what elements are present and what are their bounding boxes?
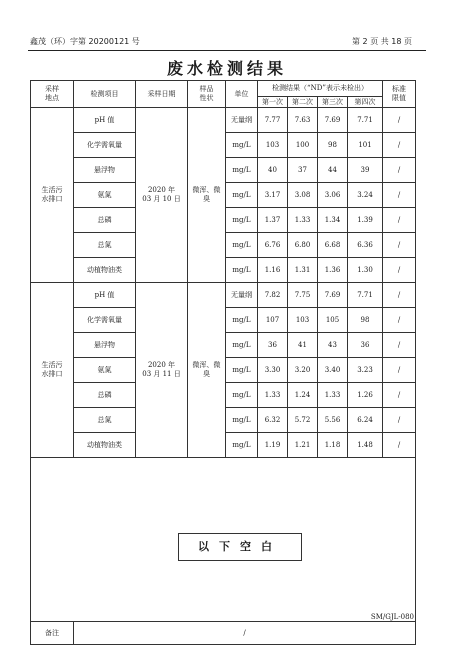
test-item: 总磷: [74, 208, 136, 233]
unit: mg/L: [226, 383, 258, 408]
header-time-1: 第一次: [258, 97, 288, 108]
result-4: 101: [348, 133, 383, 158]
sample-property: 微浑、微 臭: [188, 283, 226, 458]
result-3: 44: [318, 158, 348, 183]
result-4: 7.71: [348, 283, 383, 308]
result-4: 1.39: [348, 208, 383, 233]
note-label: 备注: [31, 622, 74, 645]
standard-limit: /: [383, 358, 416, 383]
standard-limit: /: [383, 258, 416, 283]
sampling-site: 生活污 水排口: [31, 283, 74, 458]
test-item: 总磷: [74, 383, 136, 408]
result-3: 98: [318, 133, 348, 158]
header-item: 检测项目: [74, 81, 136, 108]
test-item: 氨氮: [74, 358, 136, 383]
result-3: 1.34: [318, 208, 348, 233]
result-1: 6.76: [258, 233, 288, 258]
test-item: 总氮: [74, 408, 136, 433]
unit: 无量纲: [226, 283, 258, 308]
unit: mg/L: [226, 433, 258, 458]
header-date: 采样日期: [136, 81, 188, 108]
test-item: 悬浮物: [74, 158, 136, 183]
standard-limit: /: [383, 233, 416, 258]
result-2: 37: [288, 158, 318, 183]
standard-limit: /: [383, 158, 416, 183]
result-4: 39: [348, 158, 383, 183]
result-1: 1.19: [258, 433, 288, 458]
result-1: 3.30: [258, 358, 288, 383]
header-time-4: 第四次: [348, 97, 383, 108]
result-4: 6.36: [348, 233, 383, 258]
result-3: 43: [318, 333, 348, 358]
result-2: 41: [288, 333, 318, 358]
standard-limit: /: [383, 333, 416, 358]
unit: mg/L: [226, 258, 258, 283]
result-3: 105: [318, 308, 348, 333]
result-1: 3.17: [258, 183, 288, 208]
result-3: 3.06: [318, 183, 348, 208]
unit: mg/L: [226, 358, 258, 383]
result-2: 1.21: [288, 433, 318, 458]
unit: 无量纲: [226, 108, 258, 133]
result-2: 1.31: [288, 258, 318, 283]
result-4: 36: [348, 333, 383, 358]
result-3: 6.68: [318, 233, 348, 258]
test-item: pH 值: [74, 283, 136, 308]
result-3: 3.40: [318, 358, 348, 383]
result-4: 1.26: [348, 383, 383, 408]
result-2: 103: [288, 308, 318, 333]
header-limit: 标准 限值: [383, 81, 416, 108]
result-3: 7.69: [318, 108, 348, 133]
test-item: 化学需氧量: [74, 133, 136, 158]
sampling-date: 2020 年 03 月 11 日: [136, 283, 188, 458]
result-1: 36: [258, 333, 288, 358]
test-item: 动植物油类: [74, 433, 136, 458]
unit: mg/L: [226, 233, 258, 258]
result-2: 1.33: [288, 208, 318, 233]
standard-limit: /: [383, 133, 416, 158]
result-2: 6.80: [288, 233, 318, 258]
form-code: SM/GJL-080: [370, 613, 414, 621]
result-2: 7.75: [288, 283, 318, 308]
result-3: 1.36: [318, 258, 348, 283]
result-2: 1.24: [288, 383, 318, 408]
result-2: 100: [288, 133, 318, 158]
result-3: 5.56: [318, 408, 348, 433]
header-divider: [28, 50, 426, 51]
standard-limit: /: [383, 183, 416, 208]
result-3: 7.69: [318, 283, 348, 308]
header-property: 样品 性状: [188, 81, 226, 108]
header-time-3: 第三次: [318, 97, 348, 108]
table-row: [31, 283, 416, 308]
result-2: 7.63: [288, 108, 318, 133]
sample-property: 微浑、微 臭: [188, 108, 226, 283]
test-item: 悬浮物: [74, 333, 136, 358]
result-4: 1.48: [348, 433, 383, 458]
result-1: 107: [258, 308, 288, 333]
test-item: 化学需氧量: [74, 308, 136, 333]
result-1: 103: [258, 133, 288, 158]
result-1: 7.82: [258, 283, 288, 308]
page-title: 废水检测结果: [166, 59, 287, 78]
unit: mg/L: [226, 158, 258, 183]
result-2: 5.72: [288, 408, 318, 433]
unit: mg/L: [226, 333, 258, 358]
result-4: 98: [348, 308, 383, 333]
unit: mg/L: [226, 408, 258, 433]
test-item: 氨氮: [74, 183, 136, 208]
blank-area: [31, 458, 416, 622]
result-1: 7.77: [258, 108, 288, 133]
note-value: /: [74, 622, 416, 645]
results-table: [30, 80, 416, 645]
unit: mg/L: [226, 183, 258, 208]
result-1: 1.16: [258, 258, 288, 283]
unit: mg/L: [226, 208, 258, 233]
result-4: 7.71: [348, 108, 383, 133]
result-1: 40: [258, 158, 288, 183]
test-item: 总氮: [74, 233, 136, 258]
result-1: 1.33: [258, 383, 288, 408]
standard-limit: /: [383, 208, 416, 233]
sampling-date: 2020 年 03 月 10 日: [136, 108, 188, 283]
result-3: 1.18: [318, 433, 348, 458]
result-4: 1.30: [348, 258, 383, 283]
test-item: 动植物油类: [74, 258, 136, 283]
result-1: 1.37: [258, 208, 288, 233]
header-time-2: 第二次: [288, 97, 318, 108]
report-number: 鑫茂（环）字第 20200121 号: [30, 37, 140, 46]
unit: mg/L: [226, 308, 258, 333]
standard-limit: /: [383, 433, 416, 458]
result-4: 3.23: [348, 358, 383, 383]
test-item: pH 值: [74, 108, 136, 133]
header-results: 检测结果（“ND”表示未检出）: [258, 81, 383, 97]
sampling-site: 生活污 水排口: [31, 108, 74, 283]
result-4: 3.24: [348, 183, 383, 208]
header-site: 采样 地点: [31, 81, 74, 108]
result-3: 1.33: [318, 383, 348, 408]
standard-limit: /: [383, 308, 416, 333]
unit: mg/L: [226, 133, 258, 158]
result-2: 3.08: [288, 183, 318, 208]
result-4: 6.24: [348, 408, 383, 433]
standard-limit: /: [383, 283, 416, 308]
result-2: 3.20: [288, 358, 318, 383]
standard-limit: /: [383, 408, 416, 433]
standard-limit: /: [383, 383, 416, 408]
table-row: [31, 108, 416, 133]
standard-limit: /: [383, 108, 416, 133]
result-1: 6.32: [258, 408, 288, 433]
page-indicator: 第 2 页 共 18 页: [352, 37, 412, 46]
header-unit: 单位: [226, 81, 258, 108]
blank-stamp: 以下空白: [178, 533, 302, 561]
